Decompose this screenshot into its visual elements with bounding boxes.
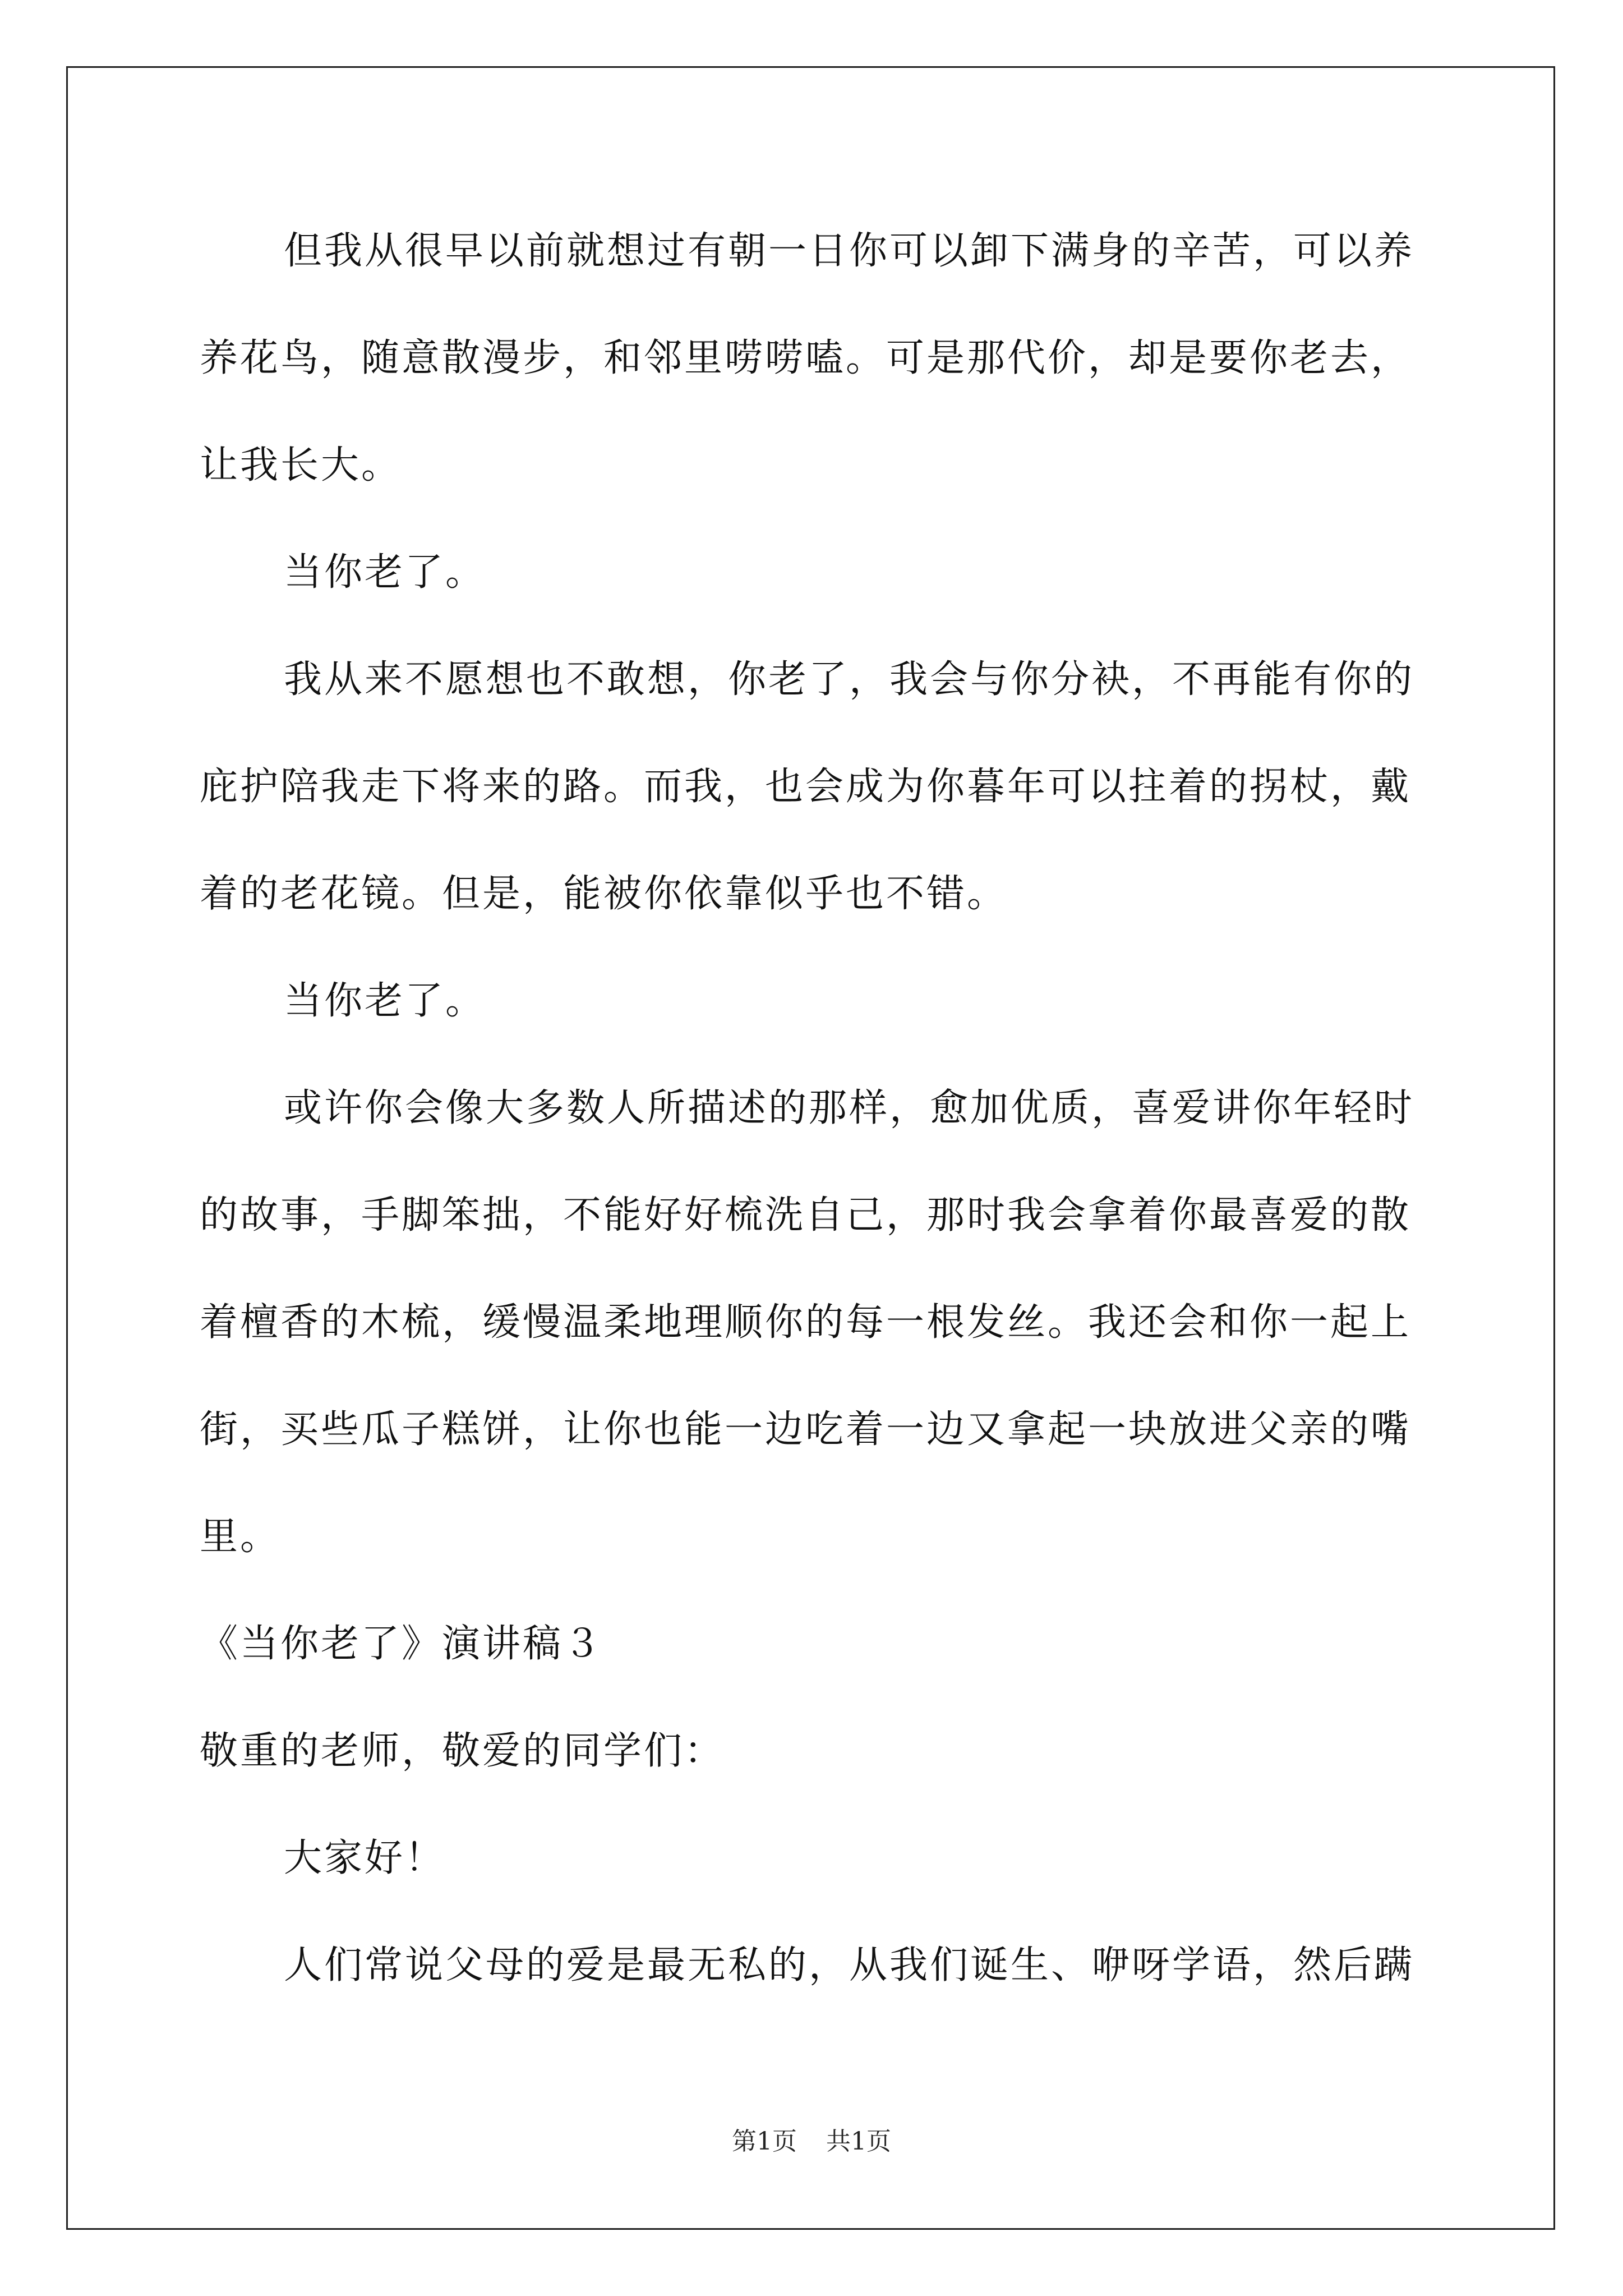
greeting: 大家好！ [284,1836,446,1880]
salutation: 敬重的老师，敬爱的同学们： [200,1729,725,1773]
page-footer [0,2125,1623,2159]
text-line: 养花鸟，随意散漫步，和邻里唠唠嗑。可是那代价，却是要你老去， [200,336,1412,380]
text-line: 街，买些瓜子糕饼，让你也能一边吃着一边又拿起一块放进父亲的嘴 [200,1407,1412,1452]
text-line: 当你老了。 [284,550,486,595]
text-line: 但我从很早以前就想过有朝一日你可以卸下满身的辛苦，可以养 [284,229,1415,273]
text-line: 或许你会像大多数人所描述的那样，愈加优质，喜爱讲你年轻时 [284,1086,1415,1130]
text-line: 着的老花镜。但是，能被你依靠似乎也不错。 [200,872,1008,916]
section-heading: 《当你老了》演讲稿３ [200,1622,604,1666]
text-line: 我从来不愿想也不敢想，你老了，我会与你分袂，不再能有你的 [284,657,1415,702]
document-body [200,224,1422,2046]
text-line: 让我长大。 [200,443,402,487]
text-line: 里。 [200,1515,281,1559]
text-line: 当你老了。 [284,979,486,1023]
current-page-label: 第1页 [732,2127,797,2156]
text-line: 的故事，手脚笨拙，不能好好梳洗自己，那时我会拿着你最喜爱的散 [200,1193,1412,1237]
text-line: 人们常说父母的爱是最无私的，从我们诞生、咿呀学语，然后蹒 [284,1943,1415,1987]
text-line: 庇护陪我走下将来的路。而我，也会成为你暮年可以拄着的拐杖，戴 [200,765,1412,809]
text-line: 着檀香的木梳，缓慢温柔地理顺你的每一根发丝。我还会和你一起上 [200,1300,1412,1345]
total-pages-label: 共1页 [826,2127,891,2156]
